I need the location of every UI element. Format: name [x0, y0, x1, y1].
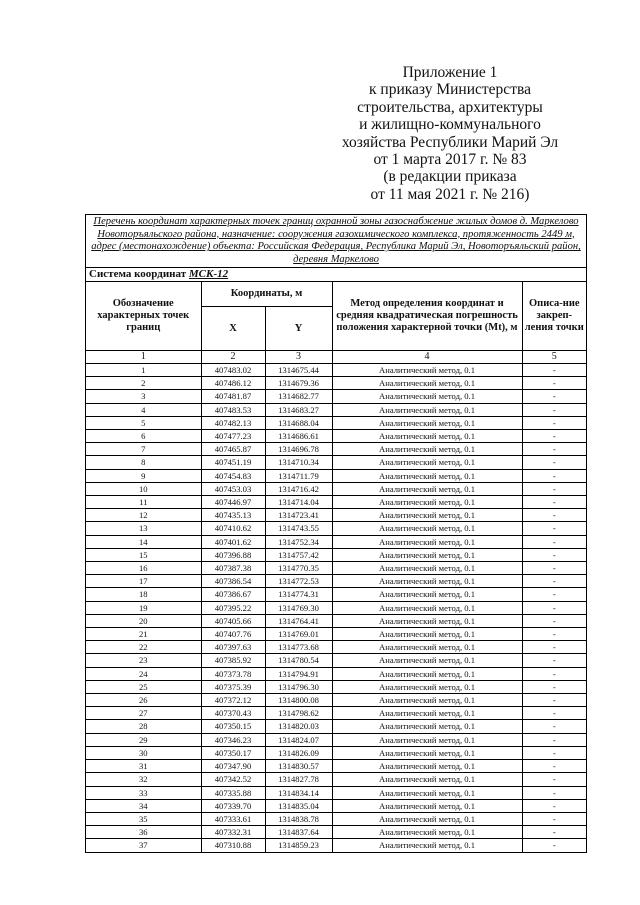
x-coordinate-cell: 407370.43 — [201, 707, 265, 720]
coordinate-system-value: МСК-12 — [188, 268, 229, 280]
y-coordinate-cell: 1314769.01 — [265, 628, 332, 641]
table-row — [86, 720, 586, 733]
method-cell: Аналитический метод, 0.1 — [332, 826, 522, 839]
x-coordinate-cell: 407483.02 — [201, 364, 265, 377]
y-coordinate-cell: 1314714.04 — [265, 496, 332, 509]
point-number-cell: 16 — [86, 562, 201, 575]
method-cell: Аналитический метод, 0.1 — [332, 812, 522, 825]
x-coordinate-cell: 407401.62 — [201, 535, 265, 548]
x-coordinate-cell: 407451.19 — [201, 456, 265, 469]
y-coordinate-cell: 1314838.78 — [265, 812, 332, 825]
y-coordinate-cell: 1314837.64 — [265, 826, 332, 839]
table-row — [86, 773, 586, 786]
table-row — [86, 535, 586, 548]
description-cell: - — [522, 601, 586, 614]
coordinate-system-row — [86, 268, 586, 282]
method-cell: Аналитический метод, 0.1 — [332, 535, 522, 548]
description-cell: - — [522, 786, 586, 799]
method-cell: Аналитический метод, 0.1 — [332, 456, 522, 469]
point-number-cell: 27 — [86, 707, 201, 720]
point-number-cell: 4 — [86, 403, 201, 416]
table-row — [86, 760, 586, 773]
table-row — [86, 707, 586, 720]
coordinate-system-label: Система координат — [89, 268, 187, 280]
y-coordinate-cell: 1314710.34 — [265, 456, 332, 469]
method-cell: Аналитический метод, 0.1 — [332, 364, 522, 377]
y-coordinate-cell: 1314800.08 — [265, 694, 332, 707]
y-coordinate-cell: 1314830.57 — [265, 760, 332, 773]
method-cell: Аналитический метод, 0.1 — [332, 548, 522, 561]
description-cell: - — [522, 680, 586, 693]
point-number-cell: 10 — [86, 482, 201, 495]
header-method: Метод определения координат и средняя квадратическая погрешность положения характерной точки (Mt), м — [332, 282, 522, 351]
description-cell: - — [522, 575, 586, 588]
description-cell: - — [522, 614, 586, 627]
table-row — [86, 641, 586, 654]
point-number-cell: 11 — [86, 496, 201, 509]
table-row — [86, 364, 586, 377]
y-coordinate-cell: 1314794.91 — [265, 667, 332, 680]
x-coordinate-cell: 407435.13 — [201, 509, 265, 522]
description-cell: - — [522, 812, 586, 825]
method-cell: Аналитический метод, 0.1 — [332, 430, 522, 443]
method-cell: Аналитический метод, 0.1 — [332, 562, 522, 575]
y-coordinate-cell: 1314824.07 — [265, 733, 332, 746]
table-body — [86, 364, 586, 852]
column-number: 4 — [332, 351, 522, 364]
description-cell: - — [522, 799, 586, 812]
column-number: 3 — [265, 351, 332, 364]
table-row — [86, 416, 586, 429]
point-number-cell: 6 — [86, 430, 201, 443]
description-cell: - — [522, 839, 586, 852]
method-cell: Аналитический метод, 0.1 — [332, 509, 522, 522]
description-cell: - — [522, 667, 586, 680]
x-coordinate-cell: 407332.31 — [201, 826, 265, 839]
point-number-cell: 28 — [86, 720, 201, 733]
description-cell: - — [522, 641, 586, 654]
y-coordinate-cell: 1314834.14 — [265, 786, 332, 799]
description-cell: - — [522, 509, 586, 522]
y-coordinate-cell: 1314835.04 — [265, 799, 332, 812]
x-coordinate-cell: 407350.17 — [201, 746, 265, 759]
y-coordinate-cell: 1314723.41 — [265, 509, 332, 522]
x-coordinate-cell: 407342.52 — [201, 773, 265, 786]
point-number-cell: 20 — [86, 614, 201, 627]
description-cell: - — [522, 654, 586, 667]
method-cell: Аналитический метод, 0.1 — [332, 799, 522, 812]
x-coordinate-cell: 407446.97 — [201, 496, 265, 509]
point-number-cell: 34 — [86, 799, 201, 812]
table-row — [86, 694, 586, 707]
method-cell: Аналитический метод, 0.1 — [332, 786, 522, 799]
y-coordinate-cell: 1314772.53 — [265, 575, 332, 588]
description-cell: - — [522, 694, 586, 707]
y-coordinate-cell: 1314827.78 — [265, 773, 332, 786]
method-cell: Аналитический метод, 0.1 — [332, 403, 522, 416]
header-x: X — [201, 307, 265, 351]
x-coordinate-cell: 407477.23 — [201, 430, 265, 443]
header-y: Y — [265, 307, 332, 351]
x-coordinate-cell: 407339.70 — [201, 799, 265, 812]
x-coordinate-cell: 407483.53 — [201, 403, 265, 416]
table-row — [86, 377, 586, 390]
description-cell: - — [522, 390, 586, 403]
table-row — [86, 469, 586, 482]
table-row — [86, 548, 586, 561]
x-coordinate-cell: 407486.12 — [201, 377, 265, 390]
table-row — [86, 509, 586, 522]
method-cell: Аналитический метод, 0.1 — [332, 720, 522, 733]
table-row — [86, 403, 586, 416]
method-cell: Аналитический метод, 0.1 — [332, 760, 522, 773]
point-number-cell: 7 — [86, 443, 201, 456]
table-row — [86, 667, 586, 680]
point-number-cell: 25 — [86, 680, 201, 693]
point-number-cell: 23 — [86, 654, 201, 667]
method-cell: Аналитический метод, 0.1 — [332, 390, 522, 403]
point-number-cell: 37 — [86, 839, 201, 852]
method-cell: Аналитический метод, 0.1 — [332, 614, 522, 627]
x-coordinate-cell: 407453.03 — [201, 482, 265, 495]
method-cell: Аналитический метод, 0.1 — [332, 416, 522, 429]
y-coordinate-cell: 1314683.27 — [265, 403, 332, 416]
method-cell: Аналитический метод, 0.1 — [332, 601, 522, 614]
header-description: Описа-ние закреп-ления точки — [522, 282, 586, 351]
header-point: Обозначение характерных точек границ — [86, 282, 201, 351]
table-row — [86, 680, 586, 693]
method-cell: Аналитический метод, 0.1 — [332, 575, 522, 588]
table-row — [86, 628, 586, 641]
y-coordinate-cell: 1314764.41 — [265, 614, 332, 627]
y-coordinate-cell: 1314757.42 — [265, 548, 332, 561]
point-number-cell: 32 — [86, 773, 201, 786]
table-row — [86, 456, 586, 469]
table-row — [86, 562, 586, 575]
x-coordinate-cell: 407481.87 — [201, 390, 265, 403]
method-cell: Аналитический метод, 0.1 — [332, 628, 522, 641]
x-coordinate-cell: 407385.92 — [201, 654, 265, 667]
y-coordinate-cell: 1314688.04 — [265, 416, 332, 429]
point-number-cell: 29 — [86, 733, 201, 746]
description-cell: - — [522, 469, 586, 482]
point-number-cell: 22 — [86, 641, 201, 654]
appendix-line: от 11 мая 2021 г. № 216) — [370, 185, 530, 203]
point-number-cell: 8 — [86, 456, 201, 469]
appendix-header — [330, 64, 570, 203]
table-row — [86, 654, 586, 667]
y-coordinate-cell: 1314696.78 — [265, 443, 332, 456]
x-coordinate-cell: 407373.78 — [201, 667, 265, 680]
y-coordinate-cell: 1314686.61 — [265, 430, 332, 443]
description-cell: - — [522, 364, 586, 377]
y-coordinate-cell: 1314675.44 — [265, 364, 332, 377]
description-cell: - — [522, 482, 586, 495]
description-cell: - — [522, 562, 586, 575]
appendix-line: к приказу Министерства — [369, 81, 531, 99]
table-row — [86, 799, 586, 812]
x-coordinate-cell: 407335.88 — [201, 786, 265, 799]
x-coordinate-cell: 407350.15 — [201, 720, 265, 733]
description-cell: - — [522, 733, 586, 746]
table-row — [86, 443, 586, 456]
y-coordinate-cell: 1314711.79 — [265, 469, 332, 482]
column-number: 5 — [522, 351, 586, 364]
description-cell: - — [522, 403, 586, 416]
coordinates-document — [85, 214, 587, 853]
description-cell: - — [522, 548, 586, 561]
description-cell: - — [522, 377, 586, 390]
table-row — [86, 601, 586, 614]
y-coordinate-cell: 1314769.30 — [265, 601, 332, 614]
x-coordinate-cell: 407375.39 — [201, 680, 265, 693]
x-coordinate-cell: 407386.54 — [201, 575, 265, 588]
point-number-cell: 31 — [86, 760, 201, 773]
y-coordinate-cell: 1314796.30 — [265, 680, 332, 693]
y-coordinate-cell: 1314859.23 — [265, 839, 332, 852]
point-number-cell: 15 — [86, 548, 201, 561]
point-number-cell: 9 — [86, 469, 201, 482]
x-coordinate-cell: 407410.62 — [201, 522, 265, 535]
point-number-cell: 12 — [86, 509, 201, 522]
description-cell: - — [522, 456, 586, 469]
method-cell: Аналитический метод, 0.1 — [332, 496, 522, 509]
point-number-cell: 24 — [86, 667, 201, 680]
table-row — [86, 496, 586, 509]
point-number-cell: 19 — [86, 601, 201, 614]
x-coordinate-cell: 407372.12 — [201, 694, 265, 707]
method-cell: Аналитический метод, 0.1 — [332, 839, 522, 852]
table-row — [86, 826, 586, 839]
y-coordinate-cell: 1314826.09 — [265, 746, 332, 759]
method-cell: Аналитический метод, 0.1 — [332, 377, 522, 390]
table-row — [86, 575, 586, 588]
y-coordinate-cell: 1314770.35 — [265, 562, 332, 575]
x-coordinate-cell: 407454.83 — [201, 469, 265, 482]
x-coordinate-cell: 407465.87 — [201, 443, 265, 456]
y-coordinate-cell: 1314679.36 — [265, 377, 332, 390]
table-row — [86, 839, 586, 852]
x-coordinate-cell: 407482.13 — [201, 416, 265, 429]
table-row — [86, 746, 586, 759]
method-cell: Аналитический метод, 0.1 — [332, 588, 522, 601]
x-coordinate-cell: 407386.67 — [201, 588, 265, 601]
x-coordinate-cell: 407387.38 — [201, 562, 265, 575]
description-cell: - — [522, 773, 586, 786]
x-coordinate-cell: 407397.63 — [201, 641, 265, 654]
point-number-cell: 14 — [86, 535, 201, 548]
point-number-cell: 35 — [86, 812, 201, 825]
table-row — [86, 812, 586, 825]
description-cell: - — [522, 588, 586, 601]
y-coordinate-cell: 1314780.54 — [265, 654, 332, 667]
method-cell: Аналитический метод, 0.1 — [332, 733, 522, 746]
appendix-line: строительства, архитектуры — [357, 98, 543, 116]
method-cell: Аналитический метод, 0.1 — [332, 641, 522, 654]
point-number-cell: 5 — [86, 416, 201, 429]
x-coordinate-cell: 407310.88 — [201, 839, 265, 852]
point-number-cell: 1 — [86, 364, 201, 377]
method-cell: Аналитический метод, 0.1 — [332, 680, 522, 693]
header-coords: Координаты, м — [201, 282, 332, 307]
table-row — [86, 482, 586, 495]
appendix-line: и жилищно-коммунального — [359, 116, 541, 134]
point-number-cell: 2 — [86, 377, 201, 390]
method-cell: Аналитический метод, 0.1 — [332, 469, 522, 482]
method-cell: Аналитический метод, 0.1 — [332, 443, 522, 456]
x-coordinate-cell: 407396.88 — [201, 548, 265, 561]
point-number-cell: 36 — [86, 826, 201, 839]
method-cell: Аналитический метод, 0.1 — [332, 522, 522, 535]
table-row — [86, 786, 586, 799]
point-number-cell: 33 — [86, 786, 201, 799]
description-cell: - — [522, 826, 586, 839]
description-cell: - — [522, 496, 586, 509]
x-coordinate-cell: 407407.76 — [201, 628, 265, 641]
column-number: 2 — [201, 351, 265, 364]
table-row — [86, 430, 586, 443]
description-cell: - — [522, 707, 586, 720]
point-number-cell: 13 — [86, 522, 201, 535]
point-number-cell: 30 — [86, 746, 201, 759]
point-number-cell: 3 — [86, 390, 201, 403]
x-coordinate-cell: 407346.23 — [201, 733, 265, 746]
method-cell: Аналитический метод, 0.1 — [332, 654, 522, 667]
description-cell: - — [522, 535, 586, 548]
y-coordinate-cell: 1314743.55 — [265, 522, 332, 535]
description-cell: - — [522, 746, 586, 759]
x-coordinate-cell: 407395.22 — [201, 601, 265, 614]
description-cell: - — [522, 522, 586, 535]
description-cell: - — [522, 720, 586, 733]
description-cell: - — [522, 443, 586, 456]
x-coordinate-cell: 407347.90 — [201, 760, 265, 773]
coordinates-table — [86, 282, 586, 852]
y-coordinate-cell: 1314716.42 — [265, 482, 332, 495]
appendix-line: Приложение 1 — [402, 64, 498, 81]
method-cell: Аналитический метод, 0.1 — [332, 667, 522, 680]
y-coordinate-cell: 1314752.34 — [265, 535, 332, 548]
method-cell: Аналитический метод, 0.1 — [332, 694, 522, 707]
appendix-line: хозяйства Республики Марий Эл — [341, 133, 559, 151]
y-coordinate-cell: 1314682.77 — [265, 390, 332, 403]
appendix-line: (в редакции приказа — [383, 168, 517, 186]
description-cell: - — [522, 430, 586, 443]
point-number-cell: 18 — [86, 588, 201, 601]
description-cell: - — [522, 416, 586, 429]
y-coordinate-cell: 1314798.62 — [265, 707, 332, 720]
y-coordinate-cell: 1314774.31 — [265, 588, 332, 601]
method-cell: Аналитический метод, 0.1 — [332, 773, 522, 786]
table-row — [86, 614, 586, 627]
table-row — [86, 733, 586, 746]
x-coordinate-cell: 407405.66 — [201, 614, 265, 627]
table-row — [86, 522, 586, 535]
y-coordinate-cell: 1314820.03 — [265, 720, 332, 733]
description-cell: - — [522, 628, 586, 641]
method-cell: Аналитический метод, 0.1 — [332, 707, 522, 720]
table-row — [86, 390, 586, 403]
column-number: 1 — [86, 351, 201, 364]
point-number-cell: 26 — [86, 694, 201, 707]
table-row — [86, 588, 586, 601]
x-coordinate-cell: 407333.61 — [201, 812, 265, 825]
method-cell: Аналитический метод, 0.1 — [332, 746, 522, 759]
point-number-cell: 21 — [86, 628, 201, 641]
method-cell: Аналитический метод, 0.1 — [332, 482, 522, 495]
point-number-cell: 17 — [86, 575, 201, 588]
appendix-line: от 1 марта 2017 г. № 83 — [373, 151, 527, 169]
description-cell: - — [522, 760, 586, 773]
y-coordinate-cell: 1314773.68 — [265, 641, 332, 654]
table-caption: Перечень координат характерных точек границ охранной зоны газоснабжение жилых домов д. Маркелово Новоторъяльского района, назначение: сооружения газохимического комплекса, протяженность 2449 м, адрес (местонахождение) объекта: Российская Федерация, Республика Марий Эл, Новоторъяльский район, деревня Маркелово — [86, 215, 586, 268]
